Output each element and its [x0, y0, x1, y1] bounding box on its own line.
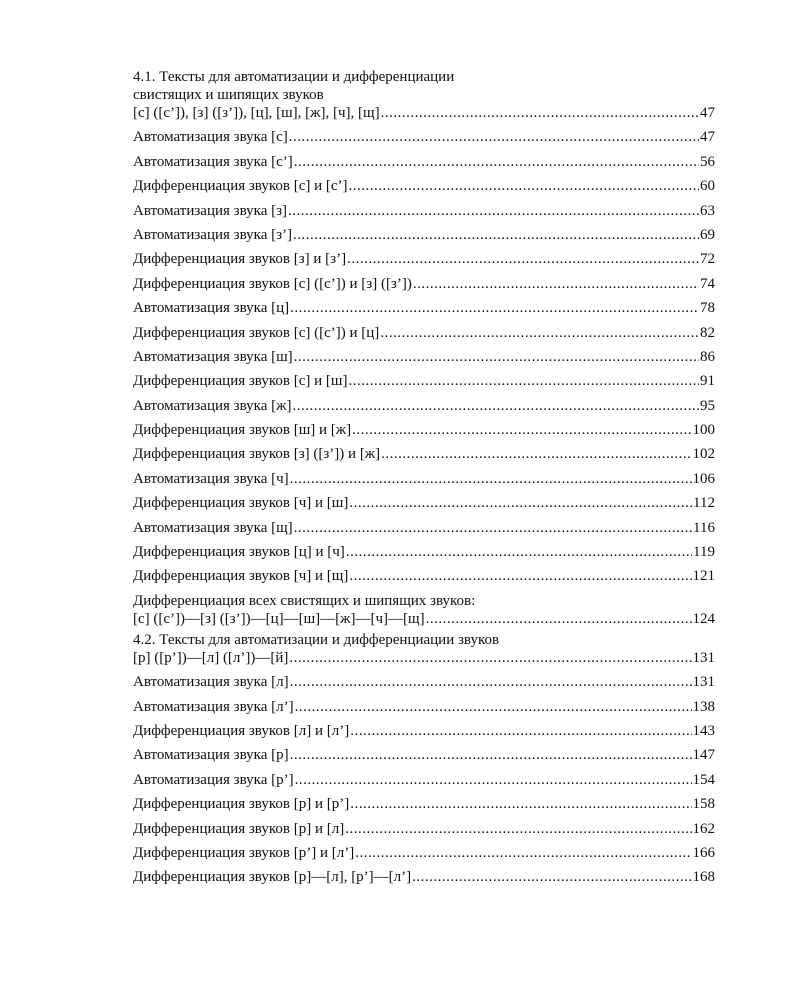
- toc-entry-label: Дифференциация звуков [с] и [ш]: [133, 373, 348, 390]
- dot-leader: [355, 844, 691, 862]
- dot-leader: [295, 771, 692, 789]
- toc-entry[interactable]: [133, 153, 715, 171]
- toc-entry-label: Автоматизация звука [ш]: [133, 348, 293, 365]
- dot-leader: [288, 202, 699, 220]
- toc-entry-label: Дифференциация звуков [ч] и [ш]: [133, 495, 349, 512]
- toc-entry-label: Автоматизация звука [л]: [133, 674, 289, 691]
- toc-page-number: 82: [700, 324, 715, 341]
- toc-entry-label: Автоматизация звука [щ]: [133, 519, 293, 536]
- toc-page-number: 131: [692, 674, 715, 691]
- toc-page-number: 121: [692, 568, 715, 585]
- toc-entry[interactable]: [133, 771, 715, 789]
- toc-page-number: 100: [692, 422, 715, 439]
- toc-entry-label: Дифференциация звуков [р]—[л], [р’]—[л’]: [133, 869, 412, 886]
- toc-entry[interactable]: [133, 397, 715, 415]
- dot-leader: [349, 177, 699, 195]
- dot-leader: [381, 104, 699, 122]
- toc-page-number: 91: [700, 373, 715, 390]
- dot-leader: [380, 324, 699, 342]
- toc-entry[interactable]: [133, 104, 715, 122]
- toc-entry[interactable]: [133, 494, 715, 512]
- dot-leader: [290, 673, 692, 691]
- dot-leader: [426, 610, 692, 628]
- toc-entry[interactable]: [133, 202, 715, 220]
- toc-page-number: 56: [700, 153, 715, 170]
- toc-entry-label: Дифференциация звуков [р] и [л]: [133, 820, 345, 837]
- toc-entry-label: Автоматизация звука [ц]: [133, 300, 290, 317]
- toc-page-number: 74: [700, 275, 715, 292]
- toc-page-number: 131: [692, 649, 715, 666]
- toc-entry-label: Автоматизация звука [з’]: [133, 226, 293, 243]
- toc-entry-label: Автоматизация звука [ч]: [133, 470, 289, 487]
- dot-leader: [350, 722, 691, 740]
- toc-entry[interactable]: [133, 746, 715, 764]
- dot-leader: [290, 746, 692, 764]
- toc-page-number: 138: [692, 698, 715, 715]
- toc-page-number: 47: [700, 129, 715, 146]
- dot-leader: [412, 868, 691, 886]
- dot-leader: [293, 226, 699, 244]
- toc-entry-label: Автоматизация звука [р]: [133, 747, 289, 764]
- toc-entry-label: Дифференциация звуков [с] ([с’]) и [ц]: [133, 324, 380, 341]
- section-heading-line: 4.1. Тексты для автоматизации и дифференциации: [133, 69, 455, 85]
- section-4-1: [133, 68, 715, 628]
- toc-entry-multiline[interactable]: [133, 592, 715, 628]
- toc-entry[interactable]: [133, 372, 715, 390]
- toc-entry-last-line: [133, 610, 715, 628]
- toc-entry-label: Дифференциация звуков [з] и [з’]: [133, 251, 347, 268]
- toc-entry[interactable]: [133, 649, 715, 667]
- toc-entry[interactable]: [133, 722, 715, 740]
- toc-entry-label: [с] ([с’])—[з] ([з’])—[ц]—[ш]—[ж]—[ч]—[щ]: [133, 610, 425, 627]
- toc-page-number: 72: [700, 251, 715, 268]
- toc-page-number: 168: [692, 869, 715, 886]
- toc-entry[interactable]: [133, 177, 715, 195]
- toc-entry[interactable]: [133, 795, 715, 813]
- toc-page-number: 95: [700, 397, 715, 414]
- dot-leader: [289, 649, 691, 667]
- toc-entry-label: Автоматизация звука [с]: [133, 129, 288, 146]
- dot-leader: [294, 153, 699, 171]
- dot-leader: [349, 567, 691, 585]
- table-of-contents: [133, 68, 715, 886]
- toc-entry[interactable]: [133, 868, 715, 886]
- toc-page-number: 102: [692, 446, 715, 463]
- toc-entry-label: Автоматизация звука [ж]: [133, 397, 292, 414]
- toc-page-number: 47: [700, 105, 715, 121]
- toc-entry[interactable]: [133, 820, 715, 838]
- toc-entry[interactable]: [133, 673, 715, 691]
- dot-leader: [290, 299, 699, 317]
- toc-entry[interactable]: [133, 844, 715, 862]
- dot-leader: [413, 275, 699, 293]
- toc-entry[interactable]: [133, 543, 715, 561]
- dot-leader: [348, 372, 699, 390]
- toc-page-number: 112: [693, 495, 715, 512]
- dot-leader: [346, 543, 692, 561]
- toc-entry[interactable]: [133, 567, 715, 585]
- toc-page-number: 60: [700, 178, 715, 195]
- toc-page-number: 86: [700, 348, 715, 365]
- toc-entry-label: [р] ([р’])—[л] ([л’])—[й]: [133, 649, 289, 666]
- toc-entry[interactable]: [133, 445, 715, 463]
- toc-page-number: 119: [693, 544, 715, 561]
- toc-entry[interactable]: [133, 250, 715, 268]
- toc-page-number: 158: [692, 796, 715, 813]
- dot-leader: [350, 795, 691, 813]
- dot-leader: [294, 348, 699, 366]
- toc-entry-label: Дифференциация звуков [р’] и [л’]: [133, 844, 355, 861]
- toc-page-number: 143: [692, 722, 715, 739]
- toc-entry[interactable]: [133, 324, 715, 342]
- toc-entry-label: Автоматизация звука [л’]: [133, 698, 294, 715]
- toc-entry[interactable]: [133, 128, 715, 146]
- toc-entry-label: Дифференциация звуков [р] и [р’]: [133, 796, 350, 813]
- toc-entry-label: Дифференциация звуков [л] и [л’]: [133, 722, 350, 739]
- toc-entry[interactable]: [133, 299, 715, 317]
- toc-entry-label: Дифференциация всех свистящих и шипящих звуков:: [133, 592, 476, 609]
- toc-entry[interactable]: [133, 226, 715, 244]
- toc-entry-label: Дифференциация звуков [ш] и [ж]: [133, 422, 352, 439]
- dot-leader: [292, 397, 699, 415]
- toc-page-number: 162: [692, 820, 715, 837]
- dot-leader: [352, 421, 691, 439]
- dot-leader: [345, 820, 691, 838]
- toc-page-number: 166: [692, 844, 715, 861]
- toc-page-number: 106: [692, 470, 715, 487]
- dot-leader: [381, 445, 691, 463]
- dot-leader: [290, 470, 692, 488]
- toc-page-number: 116: [693, 519, 715, 536]
- toc-entry-label: Автоматизация звука [р’]: [133, 771, 294, 788]
- toc-entry[interactable]: [133, 519, 715, 537]
- toc-entry-label: Дифференциация звуков [с] ([с’]) и [з] ([з’]): [133, 275, 412, 292]
- toc-page-number: 124: [692, 610, 715, 627]
- toc-entry[interactable]: [133, 421, 715, 439]
- toc-page-number: 69: [700, 226, 715, 243]
- dot-leader: [349, 494, 692, 512]
- section-heading-line: 4.2. Тексты для автоматизации и дифференциации звуков: [133, 631, 500, 648]
- dot-leader: [295, 698, 692, 716]
- toc-entry-label: [с] ([с’]), [з] ([з’]), [ц], [ш], [ж], [ч], [щ]: [133, 105, 380, 121]
- toc-entry[interactable]: [133, 470, 715, 488]
- toc-entry[interactable]: [133, 698, 715, 716]
- toc-page-number: 78: [700, 300, 715, 317]
- toc-entry-label: Дифференциация звуков [ц] и [ч]: [133, 544, 345, 561]
- dot-leader: [294, 519, 692, 537]
- toc-entry-label: Автоматизация звука [с’]: [133, 153, 293, 170]
- section-4-2: [133, 631, 715, 887]
- toc-entry[interactable]: [133, 348, 715, 366]
- toc-entry-label: Дифференциация звуков [з] ([з’]) и [ж]: [133, 446, 381, 463]
- toc-entry[interactable]: [133, 275, 715, 293]
- dot-leader: [347, 250, 699, 268]
- toc-page-number: 154: [692, 771, 715, 788]
- dot-leader: [289, 128, 699, 146]
- toc-entry-label: Дифференциация звуков [с] и [с’]: [133, 178, 348, 195]
- toc-page-number: 63: [700, 202, 715, 219]
- toc-entry-label: Автоматизация звука [з]: [133, 202, 288, 219]
- toc-page-number: 147: [692, 747, 715, 764]
- toc-entry-label: Дифференциация звуков [ч] и [щ]: [133, 568, 349, 585]
- section-heading-line: свистящих и шипящих звуков: [133, 87, 324, 103]
